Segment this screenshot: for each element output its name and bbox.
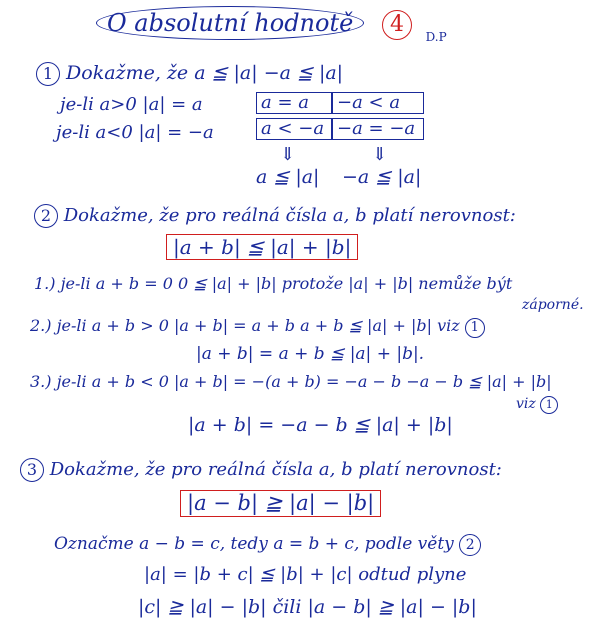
s2-case-1: 1.) je-li a + b = 0 0 ≦ |a| + |b| protože |a| + |b| nemůže být [34,274,513,293]
s3-number: 3 [20,458,44,482]
s3-inequality-box [180,490,381,517]
s2-inequality-box [166,234,358,260]
s2-case-2-ref: 1 [465,318,485,338]
s1-case-negative-text: je-li a<0 |a| = −a [56,122,214,143]
title-text: O absolutní hodnotě [96,6,364,40]
s3-line-1-ref: 2 [459,534,481,556]
s1-box-pos-2: −a < a [332,92,424,114]
title-number-badge: 4 [382,10,412,40]
s3-inequality: |a − b| ≧ |a| − |b| [187,491,375,515]
s3-heading-text: Dokažme, že pro reálná čísla a, b platí nerovnost: [49,459,502,480]
s3-line-3: |c| ≧ |a| − |b| čili |a − b| ≧ |a| − |b| [138,596,477,618]
s2-heading [34,204,516,228]
s1-case-positive-text: je-li a>0 |a| = a [60,94,203,115]
s1-result-2: −a ≦ |a| [342,166,422,188]
s2-number: 2 [34,204,58,228]
s2-case-3-result: |a + b| = −a − b ≦ |a| + |b| [188,414,453,436]
s2-case-2-result: |a + b| = a + b ≦ |a| + |b|. [196,344,425,364]
s2-case-1-cont: záporné. [522,297,584,313]
s1-heading-text: Dokažme, že a ≦ |a| −a ≦ |a| [66,62,344,84]
s1-arrow-left: ⇓ [280,144,296,165]
page-title [96,9,447,44]
author-initials: D.P [425,30,447,44]
s3-heading [20,458,502,482]
s1-heading [36,62,343,86]
s3-line-2: |a| = |b + c| ≦ |b| + |c| odtud plyne [144,564,467,585]
s2-heading-text: Dokažme, že pro reálná čísla a, b platí nerovnost: [63,205,516,226]
s3-line-1: Označme a − b = c, tedy a = b + c, podle věty 2 [54,534,481,556]
s1-result-1: a ≦ |a| [256,166,320,188]
s2-inequality: |a + b| ≦ |a| + |b| [173,235,352,259]
s1-number: 1 [36,62,60,86]
s1-arrow-right: ⇓ [372,144,388,165]
s2-case-3-ref: viz 1 [516,396,558,414]
s1-case-positive [60,96,203,114]
s1-box-neg-2: −a = −a [332,118,424,140]
s2-case-3: 3.) je-li a + b < 0 |a + b| = −(a + b) = −a − b −a − b ≦ |a| + |b| [30,372,552,391]
s2-case-2: 2.) je-li a + b > 0 |a + b| = a + b a + b ≦ |a| + |b| viz 1 [30,318,485,338]
s1-box-pos-1: a = a [256,92,332,114]
s1-box-neg-1: a < −a [256,118,332,140]
s1-case-negative [56,124,214,142]
